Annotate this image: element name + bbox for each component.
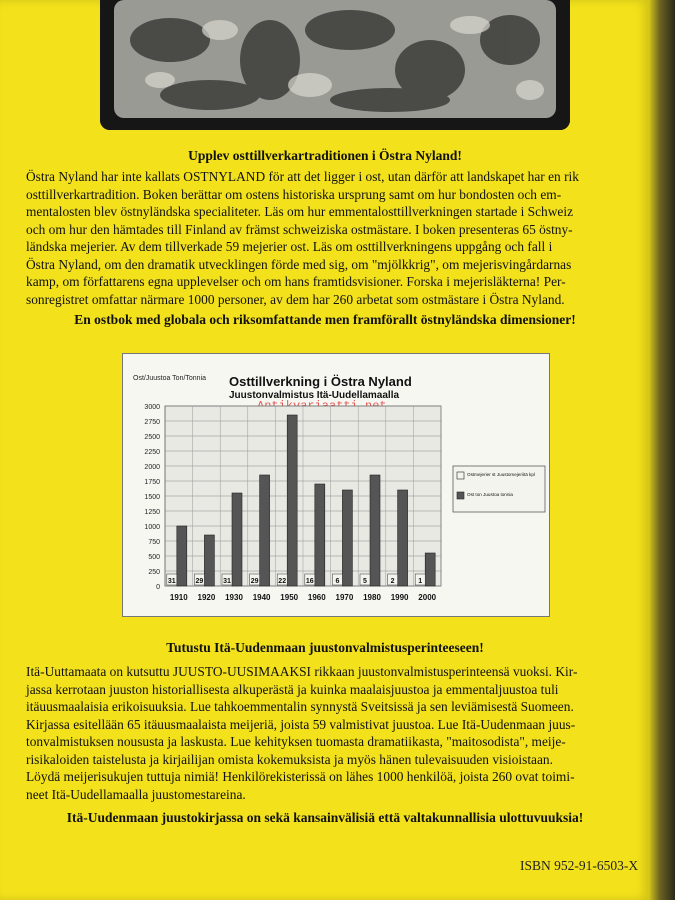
text-line: osttillverkartradition. Boken berättar om ostens historiska ursprung samt om hur bondosten och em- xyxy=(26,186,562,202)
chart-x-tick-label: 1970 xyxy=(335,593,354,602)
text-line: Itä-Uuttamaata on kutsuttu JUUSTO-UUSIMAAKSI rikkaan juustonvalmistusperinteensä vuoksi. Kir- xyxy=(26,664,578,679)
chart-dairies-label: 1 xyxy=(418,578,423,585)
chart-y-axis-label: Ost/Juustoa Ton/Tonnia xyxy=(133,375,207,382)
text-line: och om hur den hämtades till Finland av främst schweiziska ostmästare. I boken presenteras 65 östny- xyxy=(26,221,573,237)
chart-dairies-label: 31 xyxy=(167,578,176,585)
text-line: Kirjassa esitellään 65 itäuusmaalaista meijeriä, joista 59 valmistivat juustoa. Lue Itä-Uudenmaan juus- xyxy=(26,716,576,732)
chart-dairies-label: 6 xyxy=(335,578,340,585)
description-swedish xyxy=(26,168,636,308)
book-spine-shadow xyxy=(650,0,675,900)
chart-y-tick-label: 2250 xyxy=(144,449,160,456)
chart-dairies-label: 31 xyxy=(223,578,231,585)
chart-dairies-label: 22 xyxy=(278,578,287,585)
text-line: ländska mejerier. Av dem tillverkade 59 mejerier ost. Läs om osttillverkningens uppgång och fall i xyxy=(26,239,553,254)
production-chart xyxy=(122,353,550,617)
chart-legend-swatch xyxy=(457,492,464,499)
chart-y-tick-label: 1500 xyxy=(144,494,160,501)
chart-bar-tons xyxy=(370,475,380,586)
chart-bar-tons xyxy=(232,493,242,586)
chart-x-tick-label: 1960 xyxy=(307,593,326,602)
chart-x-tick-label: 1920 xyxy=(197,593,216,602)
description-finnish xyxy=(26,663,636,803)
chart-dairies-label: 29 xyxy=(250,578,259,585)
chart-bar-tons xyxy=(204,535,214,586)
chart-x-tick-label: 1990 xyxy=(390,593,409,602)
text-line: kamp, om författarens egna upplevelser och om hans framtidsvisioner. Forska i mejerisläkterna! Per- xyxy=(26,274,566,289)
chart-legend-swatch xyxy=(457,472,464,479)
chart-y-tick-label: 500 xyxy=(148,554,160,561)
chart-x-tick-label: 1930 xyxy=(225,593,243,602)
text-line: risikaloiden taistelusta ja kirjailijan omista kokemuksista ja myös hänen tulevaisuuden visioistaan. xyxy=(26,751,553,767)
text-line: sonregistret omfattar närmare 1000 personer, av dem har 260 arbetat som ostmästare i Östra Nyland. xyxy=(26,291,565,307)
chart-subtitle: Juustonvalmistus Itä-Uudellamaalla xyxy=(229,390,400,401)
chart-y-tick-label: 2500 xyxy=(144,434,160,441)
chart-y-tick-label: 0 xyxy=(156,584,160,591)
chart-dairies-label: 29 xyxy=(195,578,204,585)
chart-y-tick-label: 3000 xyxy=(144,404,160,411)
chart-y-tick-label: 250 xyxy=(148,569,160,576)
chart-y-tick-label: 2000 xyxy=(144,464,160,471)
chart-bar-tons xyxy=(287,415,297,586)
chart-x-tick-label: 1950 xyxy=(280,593,299,602)
text-line: itäuusmaalaisia erikoisuuksia. Lue tahkoemmentalin synnystä Sveitsissä ja sen leviämisestä Suomeen. xyxy=(26,699,574,714)
chart-bar-tons xyxy=(260,475,270,586)
chart-x-tick-label: 1980 xyxy=(363,593,381,602)
chart-dairies-label: 16 xyxy=(305,578,314,585)
text-line: Östra Nyland, om den dramatik utvecklingen förde med sig, om "mjölkkrig", om mejerisvingårdarnas xyxy=(26,256,572,272)
section-heading-swedish: Upplev osttillverkartraditionen i Östra Nyland! xyxy=(188,148,462,163)
chart-y-tick-label: 1750 xyxy=(144,479,160,486)
tagline-swedish: En ostbok med globala och riksomfattande men framförallt östnyländska dimensioner! xyxy=(74,312,576,327)
chart-y-tick-label: 750 xyxy=(148,539,160,546)
section-heading-finnish: Tutustu Itä-Uudenmaan juustonvalmistusperinteeseen! xyxy=(166,640,484,655)
isbn-number: ISBN 952-91-6503-X xyxy=(520,858,639,873)
chart-x-tick-label: 1940 xyxy=(252,593,271,602)
chart-bar-tons xyxy=(398,490,408,586)
chart-title: Osttillverkning i Östra Nyland xyxy=(229,374,412,389)
chart-bar-tons xyxy=(425,553,435,586)
tagline-finnish: Itä-Uudenmaan juustokirjassa on sekä kansainvälisiä että valtakunnallisia ulottuvuuksia! xyxy=(66,810,584,825)
text-line: tonvalmistuksen noususta ja laskusta. Lue kehityksen tuomasta dramatiikasta, "maitosodista", meije- xyxy=(26,734,566,749)
text-line: mentalosten blev östnyländska specialiteter. Läs om hur emmentalosttillverkningen startade i Schweiz xyxy=(26,204,574,219)
chart-legend-label: Ostmejerier st Juustomejeriitä kpl xyxy=(467,472,535,477)
cover-illustration xyxy=(100,0,570,130)
chart-bar-tons xyxy=(177,526,187,586)
chart-x-tick-label: 1910 xyxy=(169,593,188,602)
chart-bar-tons xyxy=(342,490,352,586)
chart-dairies-label: 2 xyxy=(390,578,395,585)
text-line: jassa kerrotaan juuston historiallisesta alkuperästä ja kuinka maalaisjuustoa ja emmentaljuustoa tuli xyxy=(26,681,559,697)
chart-y-tick-label: 2750 xyxy=(144,419,160,426)
chart-y-tick-label: 1000 xyxy=(144,524,160,531)
chart-legend-label: Ost ton Juustoa tonnia xyxy=(467,492,513,497)
text-line: Löydä meijerisukujen tuttuja nimiä! Henkilörekisterissä on lähes 1000 henkilöä, joista 260 ovat toimi- xyxy=(26,769,575,784)
chart-bar-tons xyxy=(315,484,325,586)
chart-x-tick-label: 2000 xyxy=(418,593,437,602)
text-line: Östra Nyland har inte kallats OSTNYLAND för att det ligger i ost, utan därför att landskapet har en rik xyxy=(26,169,579,184)
chart-y-tick-label: 1250 xyxy=(144,509,160,516)
text-line: neet Itä-Uudellamaalla juustomestareina. xyxy=(26,786,246,802)
chart-dairies-label: 5 xyxy=(363,578,367,585)
